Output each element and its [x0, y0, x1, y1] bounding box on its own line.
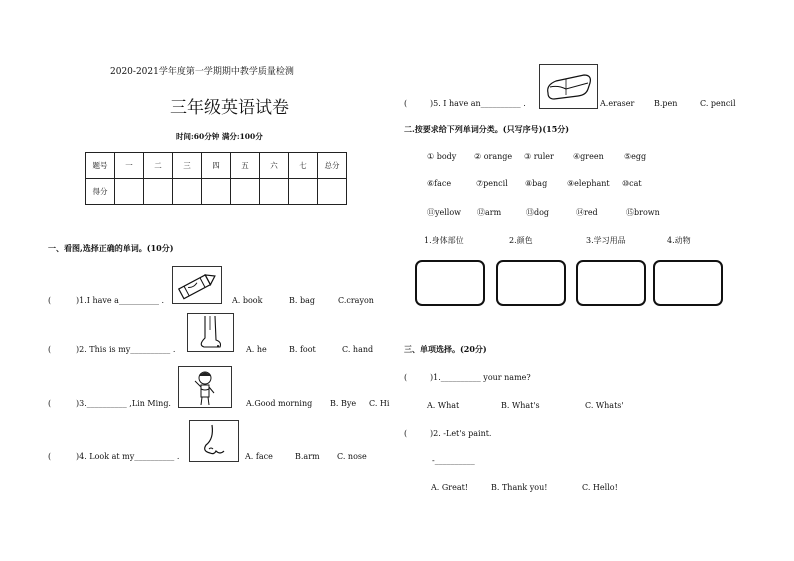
option-a[interactable]: A.Good morning — [246, 399, 313, 408]
nose-icon — [189, 420, 239, 462]
stem-text: 1.__________ your name? — [433, 373, 531, 382]
score-input-cell[interactable] — [318, 179, 347, 205]
score-input-cell[interactable] — [260, 179, 289, 205]
score-cell: 七 — [289, 153, 318, 179]
stem-text: 1.I have a__________ . — [79, 296, 165, 305]
stem-text: 2. This is my__________ . — [79, 345, 176, 354]
answer-paren[interactable]: ( — [48, 452, 52, 461]
option-a[interactable]: A.eraser — [600, 99, 635, 108]
word-item: ① body — [427, 152, 457, 161]
score-cell: 五 — [231, 153, 260, 179]
exam-title: 三年级英语试卷 — [170, 98, 289, 118]
option-b[interactable]: B. What's — [501, 401, 540, 410]
category-answer-box[interactable] — [576, 260, 646, 306]
word-item: ⑩cat — [622, 179, 642, 188]
paren-close: ) — [430, 429, 434, 438]
question-stem — [76, 452, 179, 461]
section2-heading: 二.按要求给下列单词分类。(只写序号)(15分) — [404, 124, 570, 134]
stem-text: 5. I have an__________ . — [433, 99, 526, 108]
option-b[interactable]: B. Thank you! — [491, 483, 548, 492]
question-stem — [430, 99, 526, 108]
answer-paren[interactable]: ( — [48, 296, 52, 305]
paren-close: ) — [430, 99, 434, 108]
paren-close: ) — [76, 452, 80, 461]
option-b[interactable]: B. bag — [289, 296, 315, 305]
word-item: ⑬dog — [526, 208, 550, 217]
score-cell: 总分 — [318, 153, 347, 179]
option-a[interactable]: A. face — [245, 452, 273, 461]
word-item: ④green — [573, 152, 604, 161]
option-c[interactable]: C. nose — [337, 452, 367, 461]
answer-paren[interactable]: ( — [404, 373, 408, 382]
stem-text: 2. -Let's paint. — [433, 429, 492, 438]
question-stem — [76, 345, 175, 354]
score-table-score-row — [86, 179, 347, 205]
option-c[interactable]: C. hand — [342, 345, 374, 354]
option-b[interactable]: B. Bye — [330, 399, 357, 408]
score-input-cell[interactable] — [202, 179, 231, 205]
eraser-icon — [539, 64, 598, 109]
score-cell: 四 — [202, 153, 231, 179]
score-table-header-row — [86, 153, 347, 179]
category-label: 1.身体部位 — [424, 236, 464, 245]
answer-paren[interactable]: ( — [48, 345, 52, 354]
paren-close: ) — [76, 296, 80, 305]
section3-heading: 三、单项选择。(20分) — [404, 344, 487, 354]
category-label: 4.动物 — [667, 236, 691, 245]
option-a[interactable]: A. What — [427, 401, 460, 410]
category-label: 2.颜色 — [509, 236, 533, 245]
category-label: 3.学习用品 — [586, 236, 626, 245]
question-stem — [76, 399, 171, 408]
section1-heading: 一、看图,选择正确的单词。(10分) — [48, 243, 174, 253]
option-c[interactable]: C. pencil — [700, 99, 736, 108]
score-input-cell[interactable] — [115, 179, 144, 205]
option-b[interactable]: B.arm — [295, 452, 320, 461]
time-info: 时间:60分钟 满分:100分 — [176, 132, 263, 141]
answer-paren[interactable]: ( — [48, 399, 52, 408]
answer-paren[interactable]: ( — [404, 99, 408, 108]
option-a[interactable]: A. book — [232, 296, 263, 305]
question-stem — [430, 429, 491, 438]
score-input-cell[interactable] — [289, 179, 318, 205]
score-input-cell[interactable] — [173, 179, 202, 205]
score-cell: 得分 — [86, 179, 115, 205]
word-item: ⑮brown — [626, 208, 660, 217]
option-b[interactable]: B. foot — [289, 345, 316, 354]
boy-icon — [178, 366, 232, 408]
score-table — [85, 152, 347, 205]
option-a[interactable]: A. Great! — [431, 483, 469, 492]
word-item: ⑤egg — [624, 152, 647, 161]
crayon-icon — [172, 266, 222, 304]
word-item: ⑫arm — [477, 208, 502, 217]
category-answer-box[interactable] — [653, 260, 723, 306]
question-stem — [430, 373, 531, 382]
score-input-cell[interactable] — [144, 179, 173, 205]
stem-text: 4. Look at my__________ . — [79, 452, 180, 461]
word-item: ② orange — [474, 152, 513, 161]
score-cell: 六 — [260, 153, 289, 179]
answer-paren[interactable]: ( — [404, 429, 408, 438]
question-stem — [76, 296, 164, 305]
foot-icon — [187, 313, 234, 352]
score-cell: 一 — [115, 153, 144, 179]
word-item: ⑨elephant — [567, 179, 610, 188]
score-cell: 三 — [173, 153, 202, 179]
word-item: ③ ruler — [524, 152, 554, 161]
exam-subtitle: 2020-2021学年度第一学期期中教学质量检测 — [110, 67, 294, 77]
word-item: ⑧bag — [525, 179, 548, 188]
option-b[interactable]: B.pen — [654, 99, 678, 108]
stem-text: 3.__________ ,Lin Ming. — [79, 399, 171, 408]
paren-close: ) — [76, 399, 80, 408]
category-answer-box[interactable] — [496, 260, 566, 306]
paren-close: ) — [76, 345, 80, 354]
option-a[interactable]: A. he — [246, 345, 267, 354]
word-item: ⑦pencil — [476, 179, 508, 188]
word-item: ⑪yellow — [427, 208, 462, 217]
score-input-cell[interactable] — [231, 179, 260, 205]
option-c[interactable]: C. Hi — [369, 399, 390, 408]
option-c[interactable]: C. Whats' — [585, 401, 624, 410]
score-cell: 二 — [144, 153, 173, 179]
category-answer-box[interactable] — [415, 260, 485, 306]
word-item: ⑥face — [427, 179, 452, 188]
option-c[interactable]: C. Hello! — [582, 483, 618, 492]
score-cell: 题号 — [86, 153, 115, 179]
word-item: ⑭red — [576, 208, 598, 217]
option-c[interactable]: C.crayon — [338, 296, 374, 305]
reply-blank[interactable]: -__________ — [432, 456, 475, 465]
paren-close: ) — [430, 373, 434, 382]
